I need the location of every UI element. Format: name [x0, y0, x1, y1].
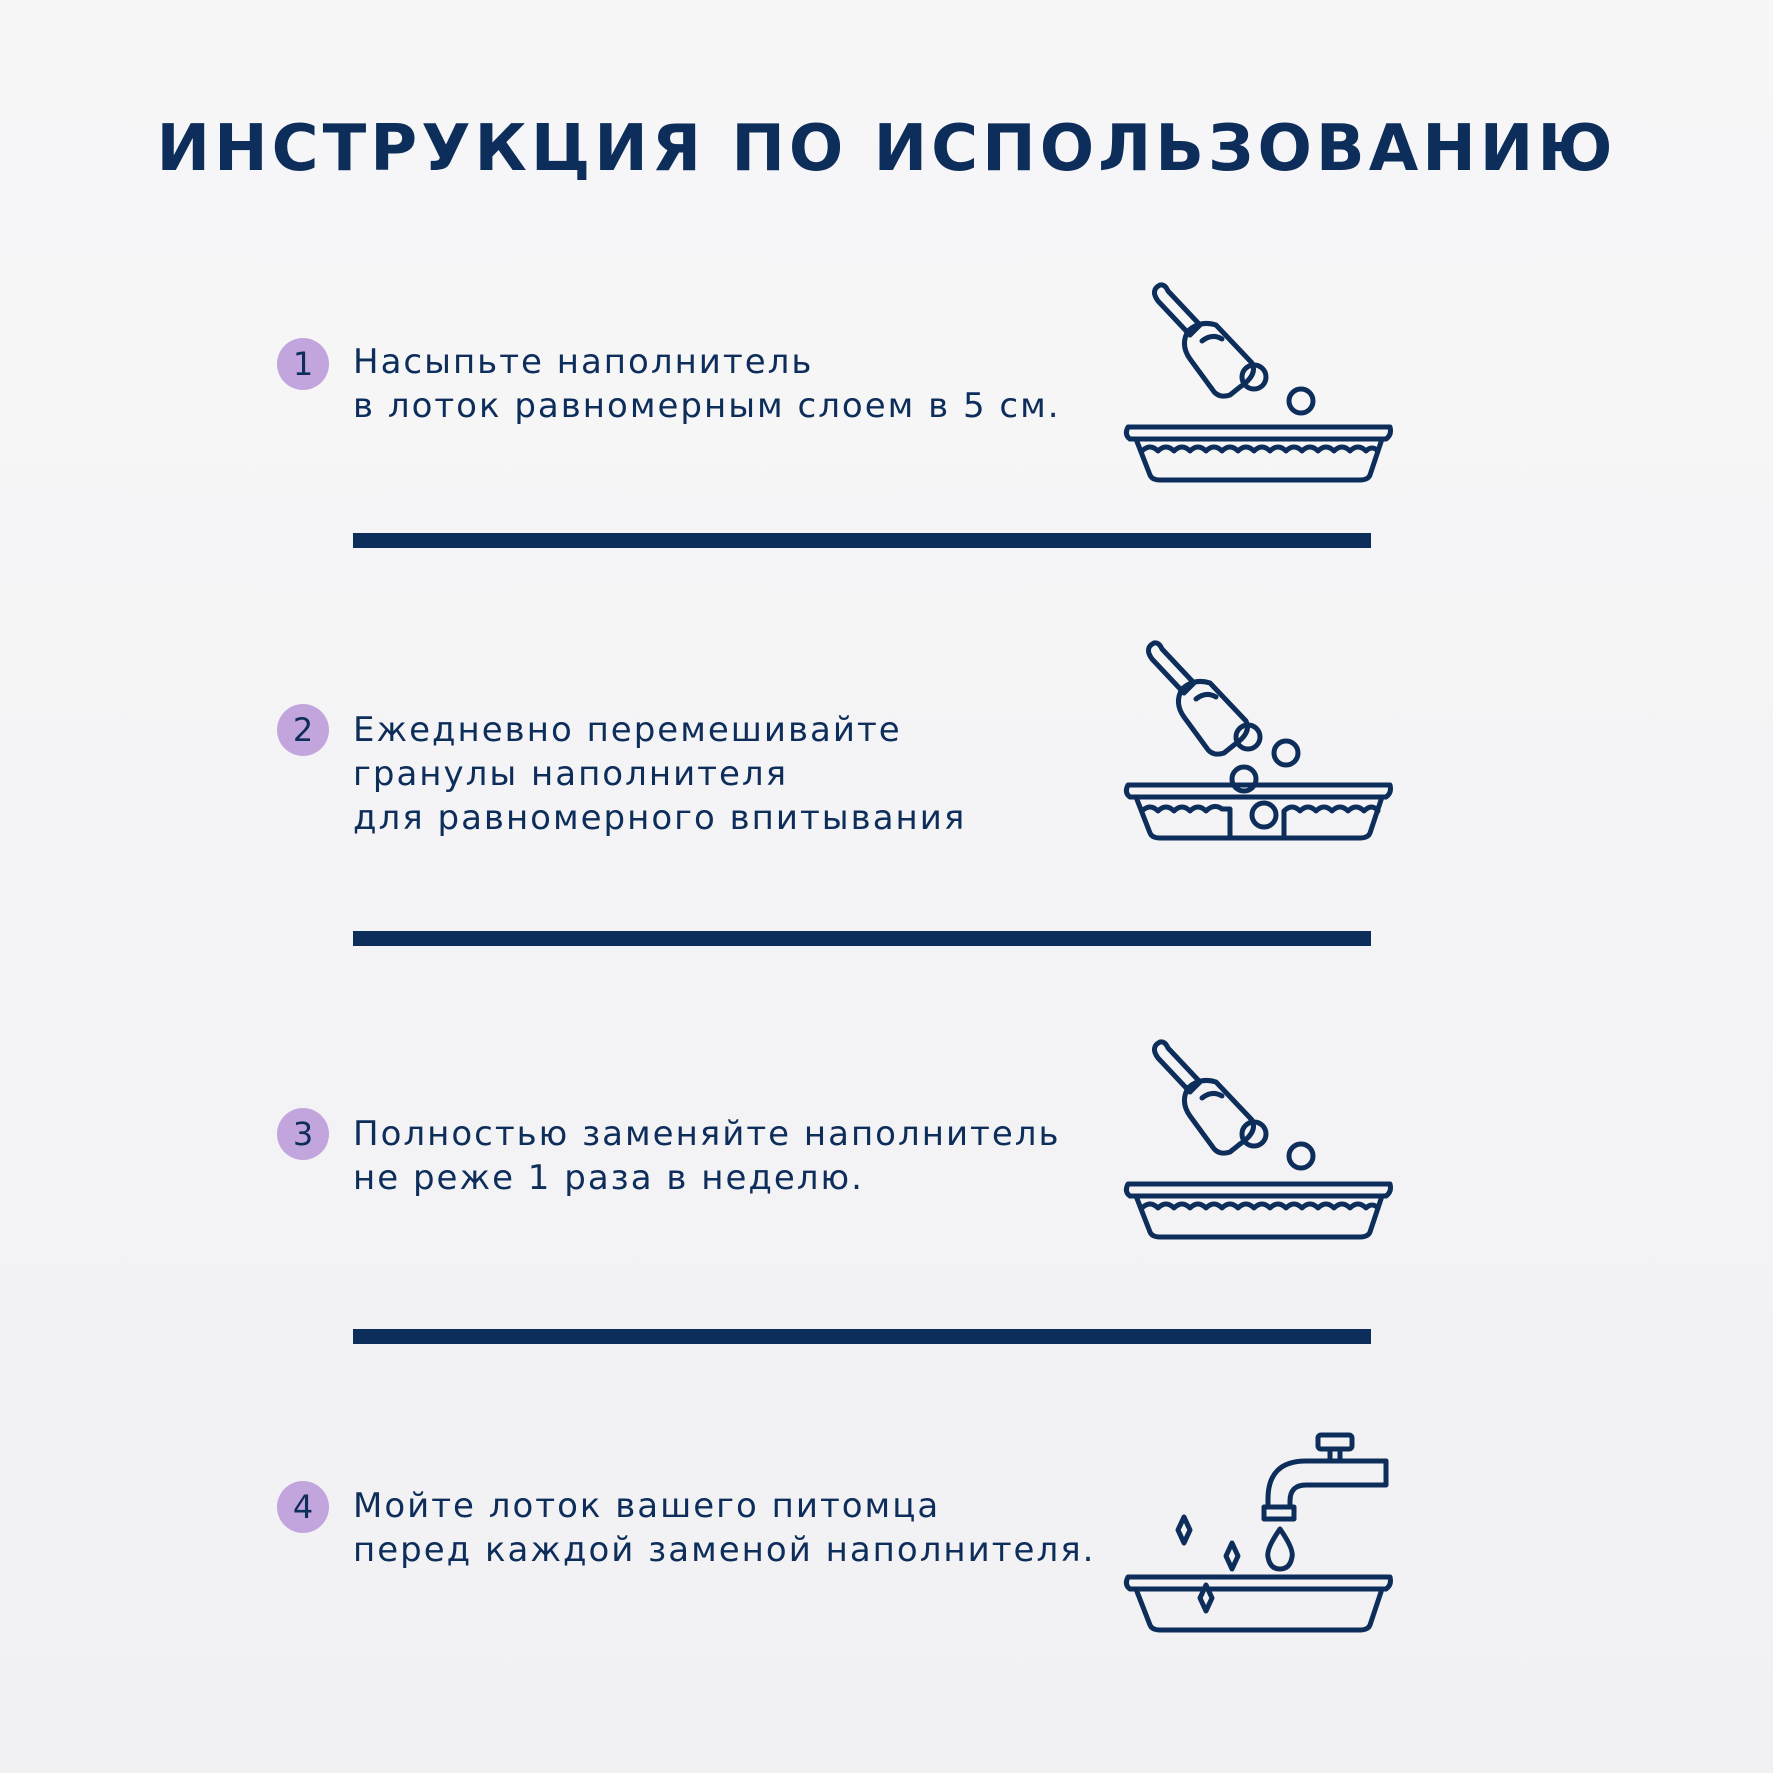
step-number-badge: 3: [277, 1108, 329, 1160]
scoop-pour-tray-icon: [1120, 1032, 1400, 1252]
step-line: для равномерного впитывания: [353, 798, 967, 838]
divider: [353, 1329, 1371, 1344]
step-description: [353, 1484, 1095, 1572]
divider: [353, 931, 1371, 946]
scoop-mix-tray-icon: [1120, 633, 1400, 853]
step-line: Ежедневно перемешивайте: [353, 710, 902, 750]
step-line: Мойте лоток вашего питомца: [353, 1486, 941, 1526]
step-line: не реже 1 раза в неделю.: [353, 1158, 864, 1198]
divider: [353, 533, 1371, 548]
scoop-pour-tray-icon: [1120, 275, 1400, 495]
faucet-wash-tray-icon: [1120, 1425, 1400, 1645]
step-description: [353, 340, 1061, 428]
step-number-badge: 1: [277, 338, 329, 390]
step-line: гранулы наполнителя: [353, 754, 789, 794]
step-description: [353, 708, 966, 840]
page-title: ИНСТРУКЦИЯ ПО ИСПОЛЬЗОВАНИЮ: [156, 112, 1617, 186]
step-description: [353, 1112, 1061, 1200]
step-number-badge: 4: [277, 1481, 329, 1533]
step-line: в лоток равномерным слоем в 5 см.: [353, 386, 1061, 426]
step-line: Полностью заменяйте наполнитель: [353, 1114, 1061, 1154]
step-number-badge: 2: [277, 704, 329, 756]
step-line: перед каждой заменой наполнителя.: [353, 1530, 1096, 1570]
step-line: Насыпьте наполнитель: [353, 342, 814, 382]
